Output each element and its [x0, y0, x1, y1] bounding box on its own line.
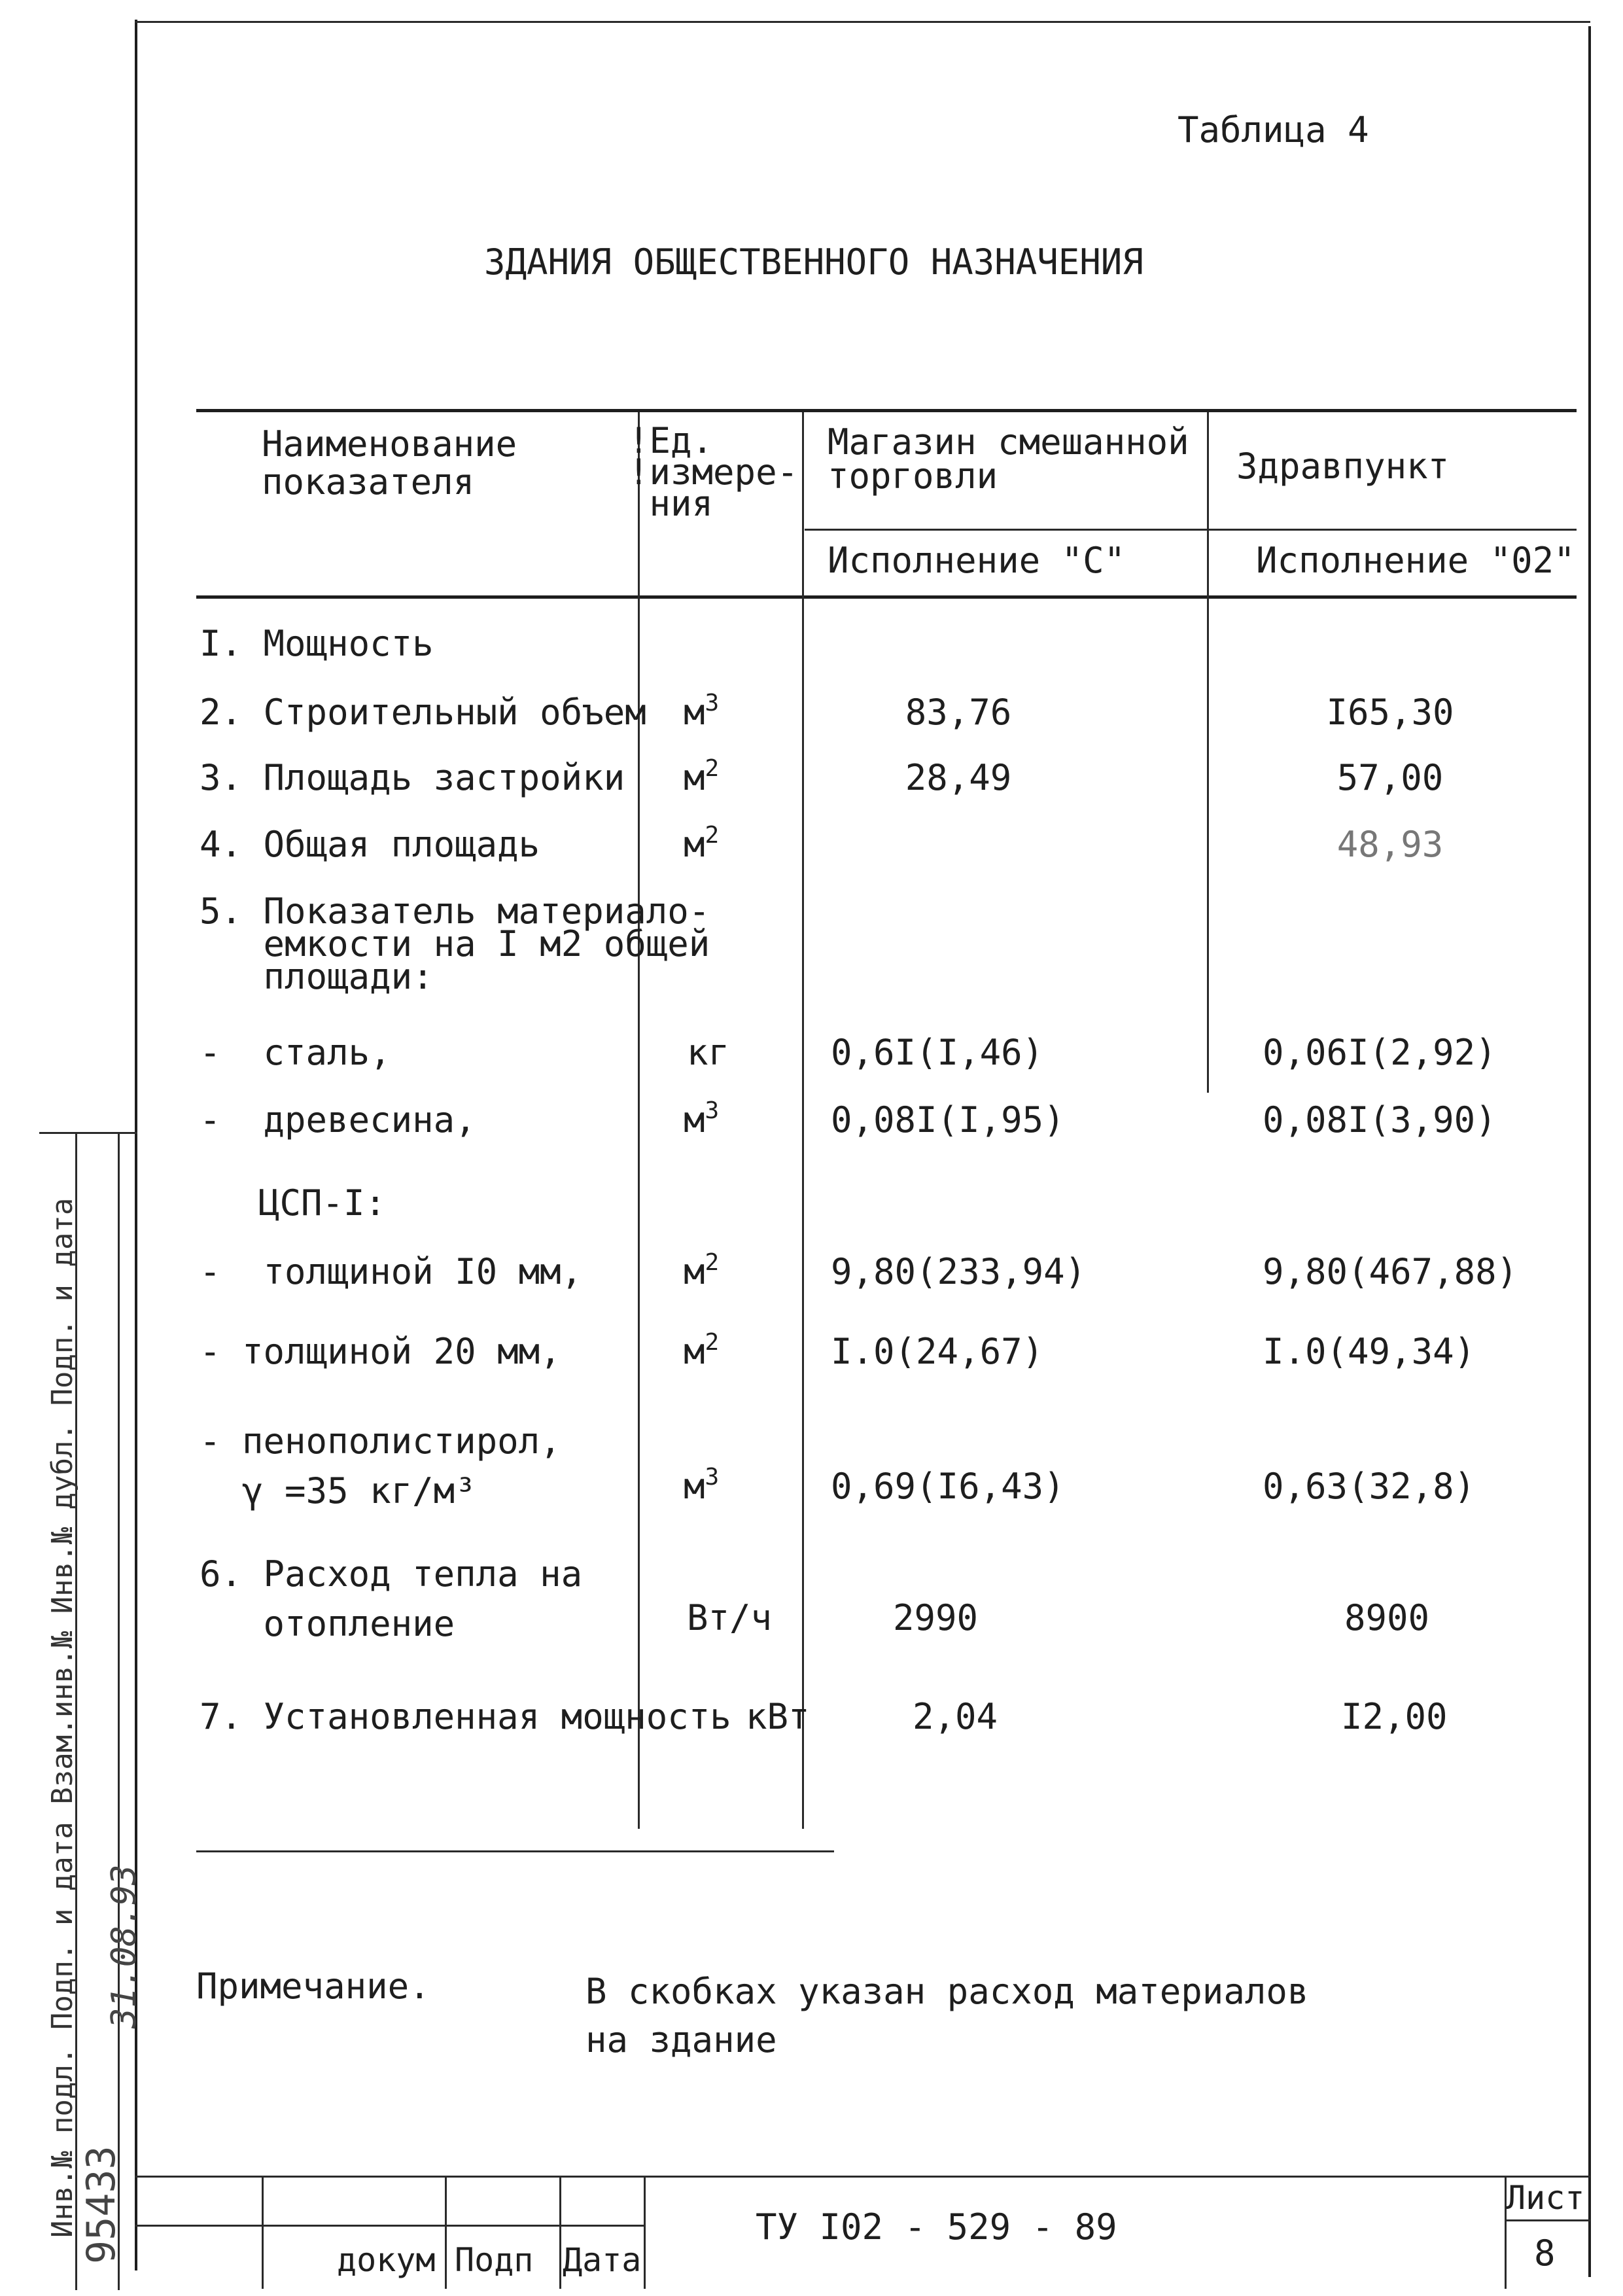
row-unit: кВт	[746, 1696, 810, 1737]
row-unit: $м^2$	[684, 822, 720, 865]
header-shop: Магазин смешанной торговли	[828, 421, 1189, 497]
row-clinic-value: 0,63(32,8)	[1263, 1466, 1476, 1507]
top-frame-line	[135, 21, 1590, 23]
row-unit: $м^3$	[684, 690, 720, 733]
stamp-col-sign: Подп	[455, 2241, 534, 2279]
row-clinic-value: I2,00	[1341, 1696, 1448, 1737]
row-clinic-value: 8900	[1344, 1597, 1430, 1638]
stamp-mid-line	[135, 2225, 645, 2227]
row-label: - толщиной 20 мм,	[200, 1331, 561, 1372]
row-label: I. Мощность	[200, 623, 434, 664]
row-shop-value: 0,69(I6,43)	[831, 1466, 1065, 1507]
row-clinic-value: 57,00	[1336, 757, 1444, 798]
col-divider-unit	[638, 412, 640, 1829]
row-clinic-value: 48,93	[1336, 824, 1444, 865]
stamp-col-date: Дата	[563, 2241, 642, 2279]
col-divider-shop	[802, 412, 804, 1829]
row-label: 6. Расход тепла на отопление	[200, 1553, 583, 1644]
header-bottom-line	[196, 595, 1577, 599]
row-label: 4. Общая площадь	[200, 824, 540, 865]
row-clinic-value: 9,80(467,88)	[1263, 1251, 1518, 1292]
stamp-divider	[445, 2178, 447, 2289]
row-clinic-value: I.0(49,34)	[1263, 1331, 1476, 1372]
row-clinic-value: I65,30	[1326, 692, 1454, 733]
row-label: - толщиной I0 мм,	[200, 1251, 583, 1292]
row-shop-value: 0,08I(I,95)	[831, 1099, 1065, 1140]
row-shop-value: 83,76	[905, 692, 1012, 733]
row-clinic-value: 0,08I(3,90)	[1263, 1099, 1497, 1140]
sheet-label: Лист	[1506, 2179, 1585, 2217]
stamp-divider	[644, 2178, 646, 2289]
row-clinic-value: 0,06I(2,92)	[1263, 1032, 1497, 1073]
table-top-line	[196, 409, 1577, 412]
table-caption: Таблица 4	[1178, 109, 1369, 150]
row-label: - древесина,	[200, 1099, 476, 1140]
row-unit: кг	[687, 1032, 730, 1073]
row-shop-value: I.0(24,67)	[831, 1331, 1044, 1372]
note-label: Примечание.	[196, 1966, 430, 2007]
inventory-number: 95433	[79, 2146, 124, 2264]
row-unit: $м^2$	[684, 1329, 720, 1372]
row-label: 7. Установленная мощность	[200, 1696, 731, 1737]
stamp-divider	[559, 2178, 561, 2289]
document-code: ТУ I02 - 529 - 89	[756, 2206, 1117, 2248]
margin-strip-line	[118, 1132, 120, 2290]
col-divider-clinic	[1207, 412, 1209, 1093]
header-name: Наименование показателя	[262, 423, 517, 503]
stamp-col-docum: докум	[337, 2241, 436, 2279]
header-split-line	[805, 529, 1577, 531]
row-shop-value: 9,80(233,94)	[831, 1251, 1087, 1292]
row-unit: $м^3$	[684, 1464, 720, 1507]
row-shop-value: 2,04	[913, 1696, 998, 1737]
row-label: 3. Площадь застройки	[200, 757, 625, 798]
row-unit: $м^2$	[684, 1249, 720, 1292]
margin-strip-top	[39, 1132, 137, 1134]
handwritten-date: 31.08.93	[105, 1864, 144, 2028]
note-text: В скобках указан расход материалов на здание	[585, 1971, 1309, 2060]
row-label: ЦСП-I:	[258, 1182, 387, 1224]
row-label: 2. Строительный объем	[200, 692, 646, 733]
table-end-line	[196, 1850, 834, 1852]
sheet-number: 8	[1534, 2233, 1556, 2274]
row-unit: $м^2$	[684, 755, 720, 798]
header-shop-variant: Исполнение "С"	[828, 540, 1126, 581]
row-shop-value: 28,49	[905, 757, 1012, 798]
stamp-sheet-line	[1505, 2219, 1590, 2221]
margin-labels: Инв.№ подл. Подп. и дата Взам.инв.№ Инв.№ дубл. Подп. и дата	[46, 1197, 79, 2238]
row-unit: $м^3$	[684, 1097, 720, 1140]
header-unit: !Ед. !измере- ния	[628, 420, 799, 524]
row-shop-value: 0,6I(I,46)	[831, 1032, 1044, 1073]
right-frame-line	[1588, 26, 1591, 2277]
row-label: - пенополистирол, γ =35 кг/м³	[200, 1421, 561, 1511]
stamp-divider	[262, 2178, 264, 2289]
header-clinic-variant: Исполнение "02"	[1256, 540, 1575, 581]
stamp-top-line	[135, 2176, 1590, 2178]
row-shop-value: 2990	[893, 1597, 979, 1638]
row-label: 5. Показатель материало- емкости на I м2 общей площади:	[200, 891, 710, 997]
header-clinic: Здравпункт	[1236, 446, 1450, 487]
row-label: - сталь,	[200, 1032, 391, 1073]
row-unit: Вт/ч	[687, 1597, 773, 1638]
page-title: ЗДАНИЯ ОБЩЕСТВЕННОГО НАЗНАЧЕНИЯ	[484, 241, 1143, 283]
